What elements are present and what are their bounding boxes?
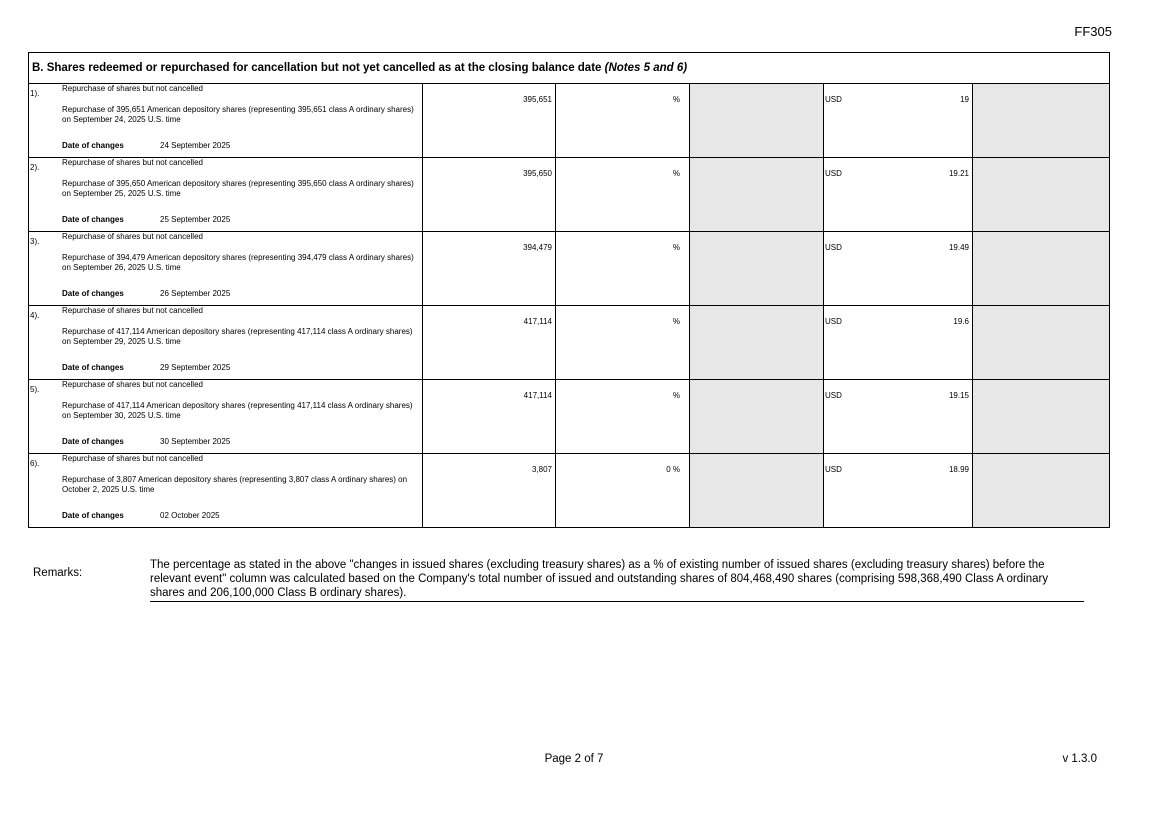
percentage-cell [556,306,690,380]
row-number: 2). [30,163,40,172]
grey-cell [690,306,824,380]
date-of-changes-value: 30 September 2025 [160,437,231,446]
percentage-cell [556,84,690,158]
price-value: 19.21 [948,169,969,178]
price-cell [824,306,973,380]
price-cell [824,380,973,454]
percentage-value: % [672,95,680,104]
percentage-value: % [672,169,680,178]
percentage-value: % [672,391,680,400]
row-number: 5). [30,385,40,394]
currency-label: USD [825,243,842,252]
shares-cell [423,232,556,306]
page-number: Page 2 of 7 [544,753,604,765]
date-of-changes-value: 29 September 2025 [160,363,231,372]
shares-value: 417,114 [523,391,552,400]
grey-cell [690,454,824,528]
price-value: 19.49 [948,243,969,252]
row-description: Repurchase of 417,114 American depository shares (representing 417,114 class A ordinary shares) on September 30, 2025 U.S. time [62,401,413,420]
row-number: 4). [30,311,40,320]
row-heading: Repurchase of shares but not cancelled [62,158,203,167]
price-value: 19.15 [948,391,969,400]
description-cell [29,380,423,454]
row-description: Repurchase of 395,651 American depository shares (representing 395,651 class A ordinary shares) on September 24, 2025 U.S. time [62,105,414,124]
table-row [29,232,1110,306]
grey-cell [690,232,824,306]
table-row [29,84,1110,158]
row-description: Repurchase of 417,114 American depository shares (representing 417,114 class A ordinary shares) on September 29, 2025 U.S. time [62,327,413,346]
row-description: Repurchase of 3,807 American depository shares (representing 3,807 class A ordinary shares) on October 2, 2025 U.S. time [62,475,408,494]
grey-cell [690,84,824,158]
description-cell [29,158,423,232]
price-value: 19 [960,95,969,104]
date-of-changes-value: 25 September 2025 [160,215,231,224]
date-of-changes-label: Date of changes [62,215,124,224]
percentage-value: 0 % [666,465,680,474]
row-heading: Repurchase of shares but not cancelled [62,454,203,463]
price-cell [824,232,973,306]
date-of-changes-value: 02 October 2025 [160,511,220,520]
row-number: 3). [30,237,40,246]
shares-value: 395,650 [523,169,552,178]
version-label: v 1.3.0 [1062,753,1097,765]
grey-cell [973,158,1110,232]
grey-cell [973,306,1110,380]
row-heading: Repurchase of shares but not cancelled [62,306,203,315]
grey-cell [690,380,824,454]
repurchase-table [28,52,1110,528]
date-of-changes [62,363,230,372]
percentage-value: % [672,243,680,252]
price-cell [824,454,973,528]
shares-cell [423,84,556,158]
row-heading: Repurchase of shares but not cancelled [62,232,203,241]
shares-value: 394,479 [523,243,552,252]
description-cell [29,232,423,306]
shares-value: 3,807 [531,465,552,474]
row-description: Repurchase of 394,479 American depository shares (representing 394,479 class A ordinary shares) on September 26, 2025 U.S. time [62,253,414,272]
percentage-cell [556,380,690,454]
date-of-changes [62,511,220,520]
grey-cell [973,84,1110,158]
date-of-changes [62,141,230,150]
description-cell [29,306,423,380]
percentage-cell [556,454,690,528]
price-cell [824,84,973,158]
currency-label: USD [825,391,842,400]
date-of-changes-value: 26 September 2025 [160,289,231,298]
date-of-changes-label: Date of changes [62,141,124,150]
description-cell [29,454,423,528]
shares-cell [423,306,556,380]
percentage-cell [556,158,690,232]
shares-cell [423,454,556,528]
row-description: Repurchase of 395,650 American depository shares (representing 395,650 class A ordinary shares) on September 25, 2025 U.S. time [62,179,414,198]
description-cell [29,84,423,158]
percentage-value: % [672,317,680,326]
section-title: B. Shares redeemed or repurchased for cancellation but not yet cancelled as at the closing balance date (Notes 5 and 6) [29,53,1110,84]
section-title-note: (Notes 5 and 6) [604,62,688,74]
shares-value: 417,114 [523,317,552,326]
shares-cell [423,380,556,454]
date-of-changes [62,289,230,298]
currency-label: USD [825,169,842,178]
table-row [29,306,1110,380]
currency-label: USD [825,317,842,326]
form-code: FF305 [1074,24,1112,39]
remarks-label: Remarks: [33,567,83,579]
grey-cell [973,232,1110,306]
price-value: 18.99 [948,465,969,474]
grey-cell [973,454,1110,528]
remarks-text: The percentage as stated in the above "changes in issued shares (excluding treasury shares) as a % of existing number of issued shares (excluding treasury shares) before the relevant event" column was calculated based on the Company's total number of issued and outstanding shares of 804,468,490 shares (comprising 598,368,490 Class A ordinary shares and 206,100,000 Class B ordinary shares). [150,558,1084,602]
table-row [29,380,1110,454]
date-of-changes [62,437,230,446]
date-of-changes-label: Date of changes [62,289,124,298]
shares-cell [423,158,556,232]
date-of-changes-value: 24 September 2025 [160,141,231,150]
row-heading: Repurchase of shares but not cancelled [62,84,203,93]
date-of-changes-label: Date of changes [62,437,124,446]
currency-label: USD [825,95,842,104]
row-number: 6). [30,459,40,468]
table-row [29,454,1110,528]
row-number: 1). [30,89,40,98]
currency-label: USD [825,465,842,474]
percentage-cell [556,232,690,306]
grey-cell [973,380,1110,454]
date-of-changes-label: Date of changes [62,363,124,372]
row-heading: Repurchase of shares but not cancelled [62,380,203,389]
date-of-changes [62,215,230,224]
date-of-changes-label: Date of changes [62,511,124,520]
price-cell [824,158,973,232]
table-row [29,158,1110,232]
shares-value: 395,651 [523,95,552,104]
grey-cell [690,158,824,232]
price-value: 19.6 [953,317,969,326]
